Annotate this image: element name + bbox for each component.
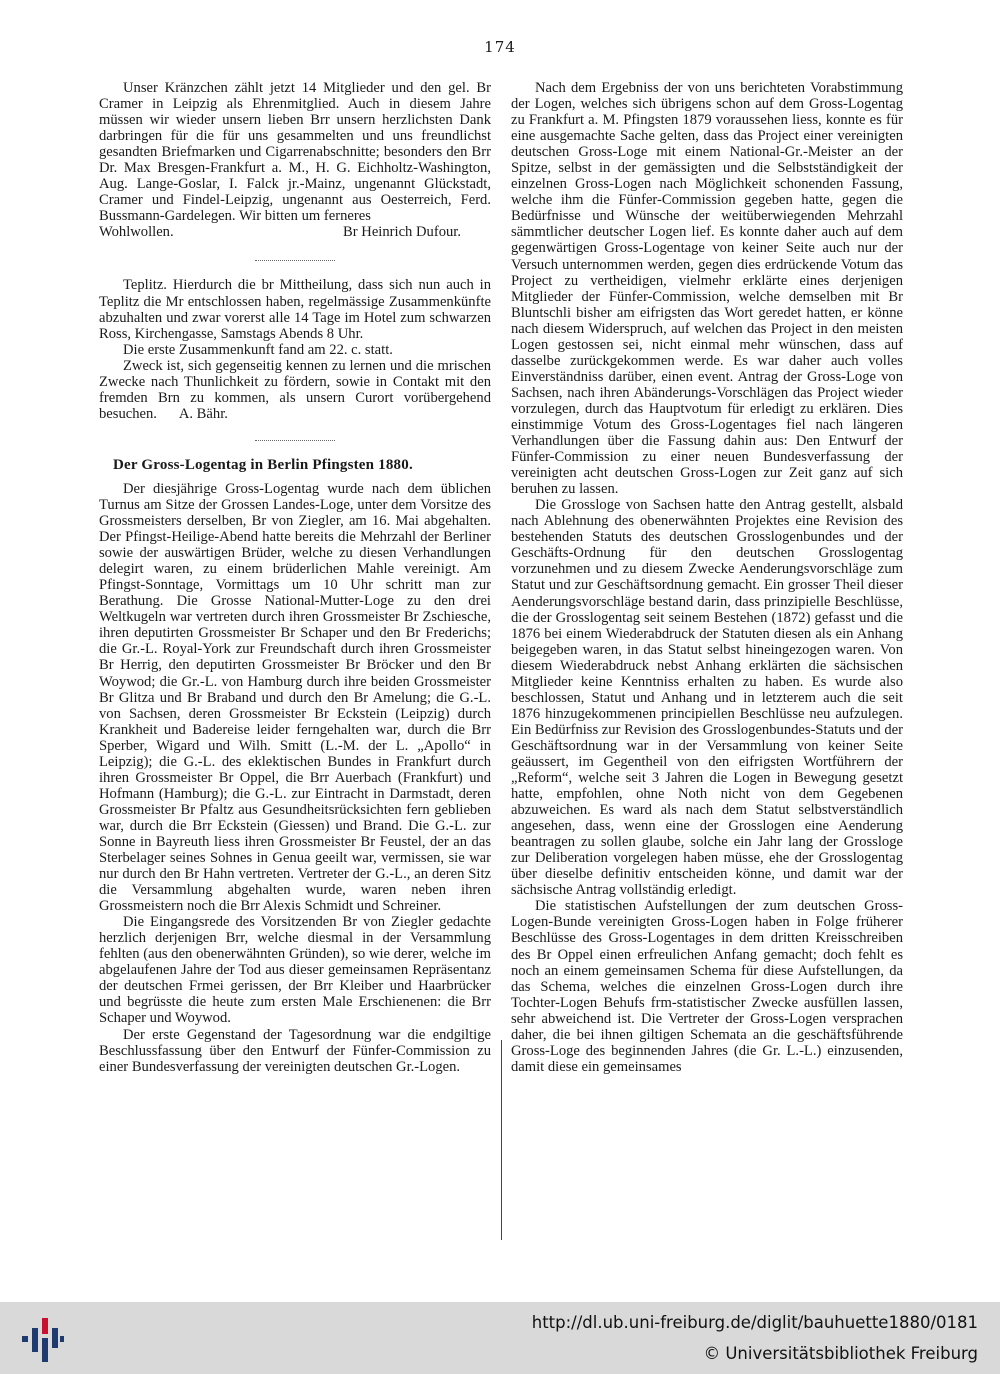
university-library-logo-icon [20, 1314, 66, 1366]
footer-bar [0, 1302, 1000, 1374]
article-paragraph-3: Der erste Gegenstand der Tagesordnung war die endgiltige Beschlussfassung über den Entwurf der Fünfer-Commission zu einer Bundesverfassung der vereinigten deutschen Gr.-Logen. [99, 1026, 491, 1075]
kraenzchen-signature-line [99, 224, 491, 240]
copyright-notice: © Universitätsbibliothek Freiburg [703, 1344, 978, 1363]
right-column [511, 80, 903, 1075]
signature-dufour: Br Heinrich Dufour. [343, 224, 461, 241]
closing-word: Wohlwollen. [99, 224, 174, 241]
left-column [99, 80, 491, 1075]
teplitz-paragraph-3: Zweck ist, sich gegenseitig kennen zu lernen und die mrischen Zwecke nach Thunlichkeit zu fördern, sowie in Contakt mit den fremden Brn zu kommen, als unsern Curort vorübergehend besuchen. A. Bähr. [99, 357, 491, 422]
section-divider [255, 254, 335, 261]
right-paragraph-3: Die statistischen Aufstellungen der zum deutschen Gross-Logen-Bunde vereinigten Gross-Logen haben in Folge früherer Beschlüsse des Gross-Logentages in dem dritten Kreisschreiben des Br Oppel einen erfreulichen Anfang gemacht; doch fehlt es noch an einem gemeinsamen Schema für diese Aufstellungen, da das Schema, welches die einzelnen Gross-Logen durch ihre Tochter-Logen Behufs frm-statistischer Zwecke ausfüllen lassen, sehr abweichend ist. Die Vertreter der Gross-Logen versprachen daher, die bei ihnen giltigen Schemata an die geschäftsführende Gross-Loge des beginnenden Jahres (die Gr. L.-L.) einzusenden, damit diese ein gemeinsames [511, 898, 903, 1075]
right-paragraph-2: Die Grossloge von Sachsen hatte den Antrag gestellt, alsbald nach Ablehnung des obenerwähnten Projektes eine Revision des bestehenden Statuts des deutschen Grosslogenbundes und der Geschäfts-Ordnung für den deutschen Grosslogentag vorzunehmen und zu diesem Zwecke Aenderungsvorschläge zum Statut und zur Geschäftsordnung gemacht. Ein grosser Theil dieser Aenderungsvorschläge bestand darin, dass prinzipielle Beschlüsse, die der Grosslogentag seit seinem Bestehen (1872) gefasst und die 1876 bei einem Wiederabdruck der Statuten diesen als ein Anhang beigegeben waren, in das Statut selbst hineingezogen waren. Von diesem Wiederabdruck nebst Anhang erklärten die sächsischen Mitglieder keine Kenntniss erhalten zu haben. Es wurde also beschlossen, Statut und Anhang und in letzterem auch die seit 1876 hinzugekommenen principiellen Beschlüsse neu aufzulegen. Ein Bedürfniss zur Revision des Grosslogenbundes-Statuts und der Geschäftsordnung war in der Versammlung von keiner Seite geäussert, im Gegentheil von den eifrigsten Wortführern der „Reform“, welche seit 3 Jahren die Logen in Bewegung gesetzt hatte, empfohlen, ohne Noth nicht von dem Gegebenen abzuweichen. Es ward als nach dem Statut selbstverständlich angesehen, dass, wenn eine der Grosslogen eine Aenderung beantragen zu sollen glaube, solche ein Jahr lang der Grossloge zur Deliberation vorgelegen haben müsse, ehe der Grosslogentag über dieselbe definitiv entscheiden könne, und damit war der sächsische Antrag vollständig erledigt. [511, 497, 903, 899]
article-paragraph-1: Der diesjährige Gross-Logentag wurde nach dem üblichen Turnus am Sitze der Grossen Landes-Loge, unter dem Vorsitze des Grossmeisters derselben, Br von Ziegler, am 16. Mai abgehalten. Der Pfingst-Heilige-Abend hatte bereits die Mehrzahl der Berliner sowie der auswärtigen Brüder, welche zu diesen Verhandlungen delegirt waren, zu einem brüderlichen Mahle vereinigt. Am Pfingst-Sonntage, Vormittags um 10 Uhr schritt man zur Berathung. Die Grosse National-Mutter-Loge zu den drei Weltkugeln war vertreten durch ihren Grossmeister Br Zschiesche, ihren deputirten Grossmeister Br Schaper und den Br Frederichs; die Gr.-L. Royal-York zur Freundschaft durch ihren Grossmeister Br Herrig, den deputirten Grossmeister Br Bröcker und den Br Woywod; die Gr.-L. von Hamburg durch ihre beiden Grossmeister Br Glitza und Br Braband und durch den Br Amelung; die G.-L. von Sachsen, deren Grossmeister Br Eckstein (Leipzig) durch Krankheit und Badereise leider ferngehalten war, durch die Brr Sperber, Wigard und Wilh. Smitt (L.-M. der L. „Apollo“ in Leipzig); die G.-L. des eklektischen Bundes in Frankfurt durch ihren Grossmeister Br Oppel, die Brr Auerbach (Frankfurt) und Hofmann (Hamburg); die G.-L. zur Eintracht in Darmstadt, deren Grossmeister Br Pfaltz aus Gesundheitsrücksichten fern geblieben war, durch die Brr Eckstein (Giessen) und Brand. Die G.-L. zur Sonne in Bayreuth liess ihren Grossmeister Br Feustel, der an das Sterbelager seines Sohnes in Genua geeilt war, vermissen, sie war nur durch den Br Hahn vertreten. Vertreter der G.-L., an deren Sitz die Versammlung abgehalten wurde, waren neben ihren Grossmeistern noch die Brr Alexis Schmidt und Schreiner. [99, 480, 491, 915]
page-number: 174 [484, 38, 516, 56]
column-rule [501, 1040, 503, 1240]
article-paragraph-2: Die Eingangsrede des Vorsitzenden Br von Ziegler gedachte herzlich derjenigen Brr, welche diesmal in der Versammlung fehlten (aus den obenerwähnten Gründen), so wie derer, welche im abgelaufenen Jahre der Tod aus dieser gemeinsamen Repräsentanz der deutschen Frmei gerissen, der Brr Kleiber und Haarbrücker und begrüsste die heute zum ersten Male Erschienenen: die Brr Schaper und Woywod. [99, 914, 491, 1027]
signature-baehr: A. Bähr. [178, 405, 228, 422]
article-heading: Der Gross-Logentag in Berlin Pfingsten 1880. [113, 456, 413, 473]
permalink-url[interactable]: http://dl.ub.uni-freiburg.de/diglit/bauhuette1880/0181 [531, 1313, 978, 1332]
kraenzchen-paragraph: Unser Kränzchen zählt jetzt 14 Mitglieder und den gel. Br Cramer in Leipzig als Ehrenmitglied. Auch in diesem Jahre müssen wir wieder unsern lieben Brr unsern herzlichsten Dank darbringen für die für uns gesammelten und uns freundlichst gesandten Briefmarken und Cigarrenabschnitte; besonders den Brr Dr. Max Bresgen-Frankfurt a. M., H. G. Eichholtz-Washington, Aug. Lange-Goslar, I. Falck jr.-Mainz, ungenannt Glückstadt, Cramer und Findel-Leipzig, ungenannt aus Oesterreich, Ferd. Bussmann-Gardelegen. Wir bitten um ferneres [99, 80, 491, 225]
section-divider-2 [255, 434, 335, 441]
teplitz-paragraph-1: Teplitz. Hierdurch die br Mittheilung, dass sich nun auch in Teplitz die Mr entschlossen haben, regelmässige Zusammenkünfte abzuhalten und zwar vorerst alle 14 Tage im Hotel zum schwarzen Ross, Kirchengasse, Samstags Abends 8 Uhr. [99, 277, 491, 342]
right-paragraph-1: Nach dem Ergebniss der von uns berichteten Vorabstimmung der Logen, welches sich übrigens schon auf dem Gross-Logentag zu Frankfurt a. M. Pfingsten 1879 voraussehen liess, konnte es für eine ausgemachte Sache gelten, dass das Project einer vereinigten deutschen Gross-Loge mit einem National-Gr.-Meister an der Spitze, selbst in der gemässigten und die Selbstständigkeit der einzelnen Gross-Logen nach Möglichkeit schonenden Fassung, welche ihm die Fünfer-Commission gegeben hatte, gegen die Bedürfnisse und Wünsche der weitüberwiegenden Mehrzahl sämmtlicher deutscher Logen lief. Es konnte daher auch auf dem gegenwärtigen Gross-Logentage von keiner Seite auch nur der Versuch unternommen werden, gegen dies erdrückende Votum das Project zu vertheidigen, vielmehr erklärte eines derjenigen Mitglieder der Fünfer-Commission, welche demselben mit Br Bluntschli bisher am eifrigsten das Wort geredet hatten, er könne nach diesem Widerspruch, auf welchen das Project in den meisten Logen gestossen sei, nicht einmal mehr wünschen, dass auf dasselbe zurückgekommen werde. Es war daher auch volles Einverständniss darüber, einen event. Antrag der Gross-Loge von Sachsen, nach ihren Abänderungs-Vorschlägen das Project wieder vorzulegen, durch das Hauptvotum für erledigt zu erklären. Dies einstimmige Votum des Gross-Logentages fiel nach längeren Verhandlungen über die Fassung dahin aus: Den Entwurf der Fünfer-Commission zu einer neuen Bundesverfassung der vereinigten acht deutschen Gross-Logen zur Zeit ganz auf sich beruhen zu lassen. [511, 80, 903, 498]
teplitz-paragraph-2: Die erste Zusammenkunft fand am 22. c. statt. [123, 341, 393, 358]
